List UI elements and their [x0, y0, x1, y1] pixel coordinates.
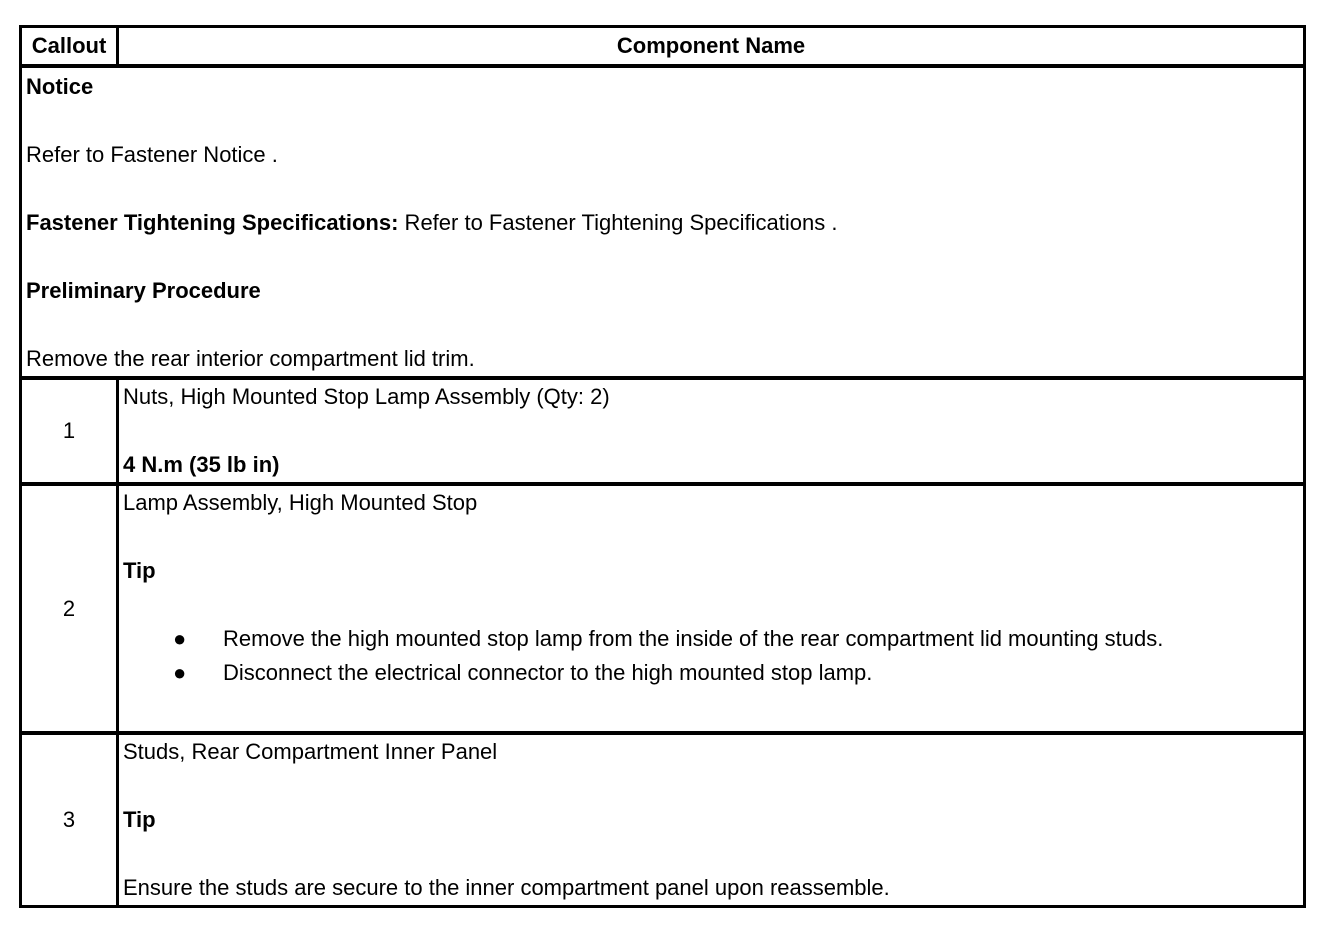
procedure-table-container: [19, 25, 1306, 908]
notice-title: Notice: [26, 74, 94, 99]
preliminary-title: Preliminary Procedure: [26, 278, 261, 303]
callout-number: 2: [22, 484, 118, 733]
notice-refer-text: Refer to Fastener Notice .: [26, 142, 278, 167]
list-item: [173, 656, 1299, 690]
tip-label: Tip: [123, 807, 156, 832]
preliminary-text: Remove the rear interior compartment lid trim.: [26, 346, 475, 371]
fastener-spec-label: Fastener Tightening Specifications:: [26, 210, 399, 235]
tip-label: Tip: [123, 558, 156, 583]
table-row: [22, 378, 1303, 484]
tip-bullet-list: [123, 622, 1299, 690]
table-row: [22, 484, 1303, 733]
component-cell: [118, 378, 1304, 484]
component-cell: [118, 484, 1304, 733]
table-row: [22, 733, 1303, 905]
component-name: Studs, Rear Compartment Inner Panel: [123, 739, 498, 764]
tip-text: Ensure the studs are secure to the inner compartment panel upon reassemble.: [123, 875, 890, 900]
table-header-row: [22, 28, 1303, 66]
component-name: Lamp Assembly, High Mounted Stop: [123, 490, 478, 515]
bullet-icon: ●: [173, 626, 187, 651]
callout-number: 1: [22, 378, 118, 484]
component-cell: [118, 733, 1304, 905]
callout-number: 3: [22, 733, 118, 905]
component-name: Nuts, High Mounted Stop Lamp Assembly (Qty: 2): [123, 384, 610, 409]
component-name-header: Component Name: [118, 28, 1304, 66]
torque-spec: 4 N.m (35 lb in): [123, 452, 280, 477]
bullet-icon: ●: [173, 660, 187, 685]
list-item: [173, 622, 1299, 656]
bullet-text: Remove the high mounted stop lamp from the inside of the rear compartment lid mounting studs.: [223, 626, 1164, 651]
notice-cell: [22, 66, 1303, 378]
fastener-spec-text: Refer to Fastener Tightening Specifications .: [398, 210, 838, 235]
callout-header: Callout: [22, 28, 118, 66]
bullet-text: Disconnect the electrical connector to the high mounted stop lamp.: [223, 660, 873, 685]
notice-row: [22, 66, 1303, 378]
fastener-spec-line: [26, 206, 1299, 240]
procedure-table: [22, 28, 1303, 905]
